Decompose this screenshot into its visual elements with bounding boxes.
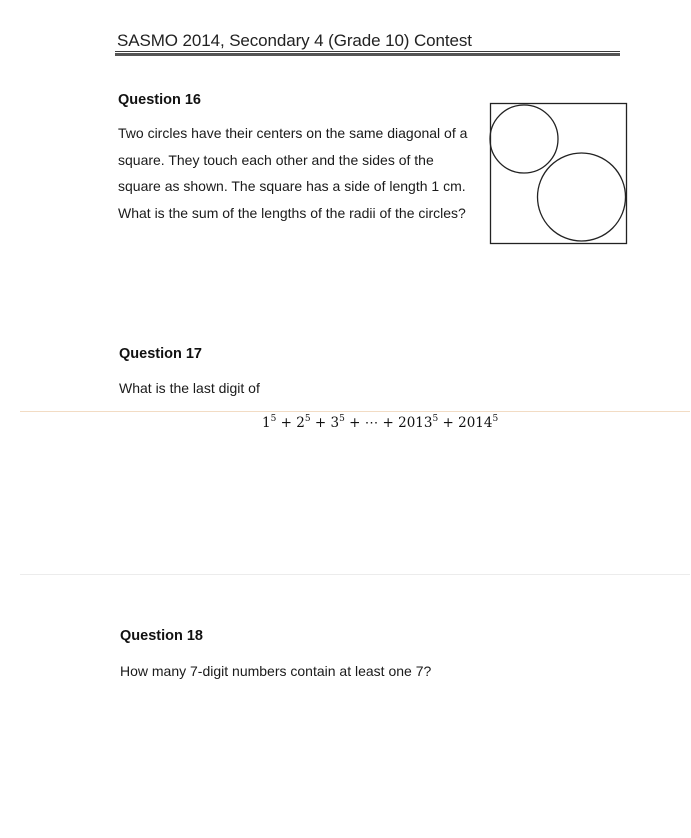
contest-title: SASMO 2014, Secondary 4 (Grade 10) Contest <box>117 31 472 50</box>
small-circle <box>490 105 558 173</box>
term-base: 2013 <box>398 415 433 431</box>
expression-term <box>458 415 498 431</box>
term-exponent: 5 <box>492 414 499 424</box>
plus-operator: + <box>344 415 365 431</box>
question-16-line: What is the sum of the lengths of the radii of the circles? <box>118 204 466 221</box>
term-base: 1 <box>262 415 271 431</box>
question-16-line: square. They touch each other and the sides of the <box>118 151 434 168</box>
term-base: ⋯ <box>364 415 379 431</box>
question-18-heading: Question 18 <box>120 628 203 644</box>
term-exponent: 5 <box>304 414 311 424</box>
large-circle <box>538 153 626 241</box>
square-circles-diagram <box>489 101 629 246</box>
header-rule <box>115 51 620 56</box>
term-exponent: 5 <box>339 414 345 424</box>
expression-term <box>296 415 310 431</box>
question-17-line: What is the last digit of <box>119 380 260 396</box>
question-17-heading: Question 17 <box>119 346 202 362</box>
question-16-line: square as shown. The square has a side of length 1 cm. <box>118 178 466 194</box>
plus-operator: + <box>378 415 399 431</box>
power-sum-expression <box>262 414 498 431</box>
term-base: 3 <box>330 415 340 431</box>
term-base: 2 <box>296 415 305 431</box>
scan-artifact-line <box>20 574 690 575</box>
question-17-text <box>119 375 260 402</box>
plus-operator: + <box>310 415 331 431</box>
question-18-line: How many 7-digit numbers contain at least one 7? <box>120 663 432 679</box>
question-16-text <box>118 120 467 226</box>
question-18-text <box>120 658 431 685</box>
expression-term <box>262 415 276 431</box>
square <box>491 104 627 244</box>
expression-term <box>365 415 379 431</box>
expression-term <box>330 415 344 431</box>
plus-operator: + <box>438 415 459 431</box>
square-with-circles-figure <box>489 101 629 246</box>
plus-operator: + <box>276 415 297 431</box>
term-base: 2014 <box>458 415 493 431</box>
question-16-heading: Question 16 <box>118 92 201 108</box>
scan-artifact-line <box>20 411 690 412</box>
term-exponent: 5 <box>270 414 277 424</box>
expression-term <box>398 415 438 431</box>
question-16-line: Two circles have their centers on the same diagonal of a <box>118 125 468 141</box>
term-exponent: 5 <box>432 414 439 424</box>
